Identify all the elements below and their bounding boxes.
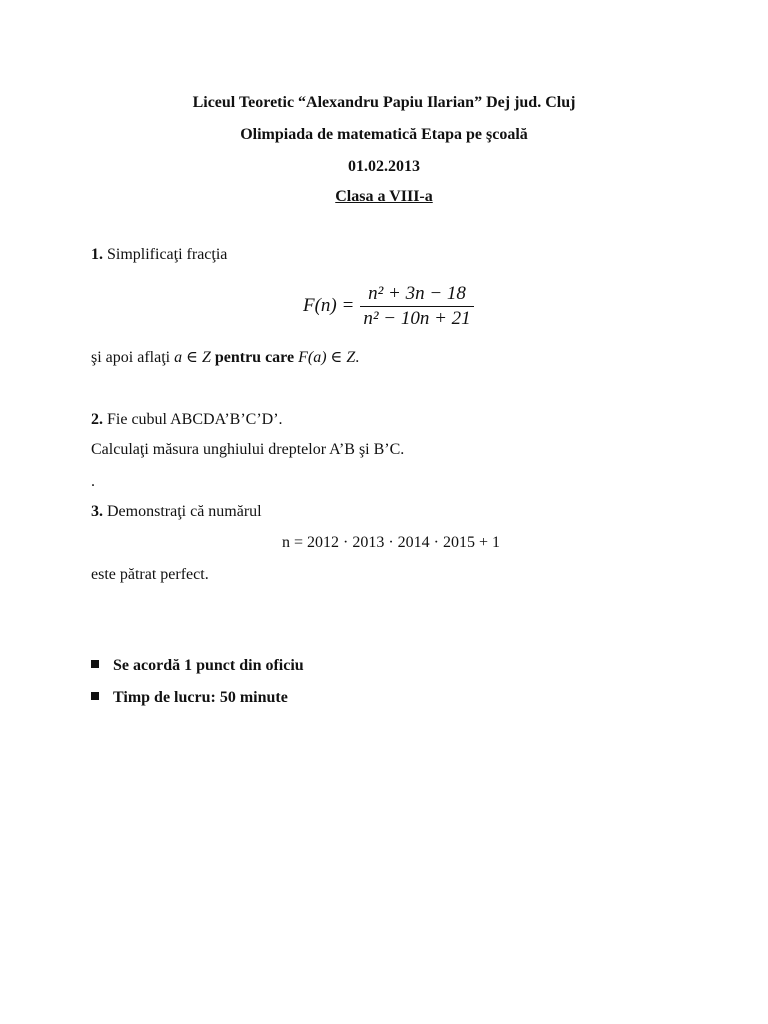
problem-3-number: 3.	[91, 503, 103, 520]
problem-1-formula	[303, 278, 474, 334]
problem-2-text: Fie cubul ABCDA’B’C’D’.	[103, 411, 283, 428]
exam-date: 01.02.2013	[348, 158, 420, 175]
followup-math-2: F(a) ∈ Z	[298, 349, 356, 366]
problem-3-text: Demonstraţi că numărul	[103, 503, 262, 520]
problem-2-statement	[91, 410, 283, 430]
grade-heading	[0, 187, 768, 207]
problem-1-text: Simplificaţi fracţia	[103, 246, 228, 263]
problem-1-number: 1.	[91, 246, 103, 263]
problem-2-line-2: Calculaţi măsura unghiului dreptelor A’B şi B’C.	[91, 441, 405, 458]
formula-denominator: n² − 10n + 21	[363, 307, 471, 329]
problem-3-statement	[91, 502, 262, 522]
contest-title: Olimpiada de matematică Etapa pe şcoală	[240, 126, 528, 143]
followup-middle: pentru care	[210, 349, 299, 366]
problem-2-number: 2.	[91, 411, 103, 428]
formula-fraction	[360, 282, 473, 331]
bullet-square-icon	[91, 692, 99, 700]
followup-suffix: .	[355, 349, 360, 366]
problem-1-statement	[91, 245, 227, 265]
followup-math-1: a ∈ Z	[174, 349, 211, 366]
note-time-text: Timp de lucru: 50 minute	[113, 689, 288, 706]
problem-3-conclusion: este pătrat perfect.	[91, 566, 209, 583]
school-name: Liceul Teoretic “Alexandru Papiu Ilarian” Dej jud. Cluj	[192, 94, 576, 111]
note-points-text: Se acordă 1 punct din oficiu	[113, 657, 304, 674]
grade-label: Clasa a VIII-a	[335, 188, 433, 205]
problem-2-line-3: .	[91, 473, 95, 490]
note-time	[91, 688, 288, 708]
problem-1-followup	[91, 348, 359, 368]
problem-3-formula: n = 2012 · 2013 · 2014 · 2015 + 1	[282, 534, 501, 551]
followup-prefix: şi apoi aflaţi	[91, 349, 175, 366]
bullet-square-icon	[91, 660, 99, 668]
formula-numerator: n² + 3n − 18	[368, 282, 466, 304]
formula-lhs: F(n) =	[303, 295, 355, 316]
note-points	[91, 656, 304, 676]
